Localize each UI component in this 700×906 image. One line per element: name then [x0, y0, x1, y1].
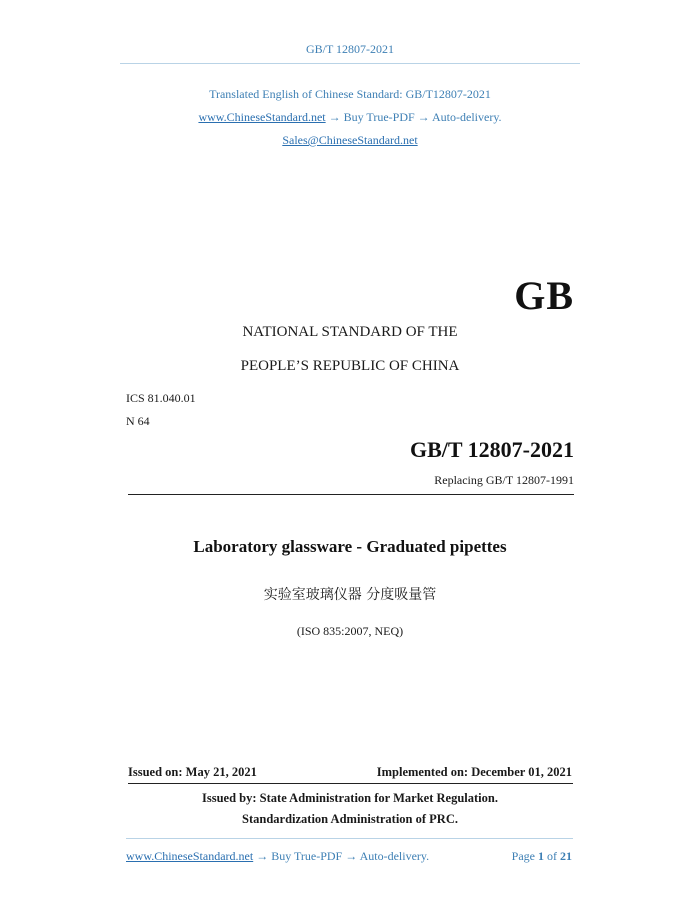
running-header: GB/T 12807-2021	[305, 42, 395, 56]
issued-on-date: Issued on: May 21, 2021	[128, 765, 257, 779]
purchase-line	[0, 110, 700, 125]
buy-true-pdf-text: Buy True-PDF	[343, 110, 415, 124]
arrow-icon: →	[345, 849, 358, 863]
footer-auto-text: Auto-delivery.	[359, 849, 430, 863]
national-standard-line-1: NATIONAL STANDARD OF THE	[242, 324, 458, 340]
iso-reference: (ISO 835:2007, NEQ)	[296, 624, 404, 638]
issue-divider	[128, 783, 573, 784]
email-line	[0, 133, 700, 148]
auto-delivery-text: Auto-delivery.	[432, 110, 502, 124]
page-indicator	[512, 849, 572, 864]
page-of: of	[547, 849, 557, 863]
title-english: Laboratory glassware - Graduated pipettes	[193, 537, 507, 556]
footer-divider	[126, 838, 573, 839]
arrow-icon: →	[328, 110, 341, 124]
national-standard-line-2: PEOPLE’S REPUBLIC OF CHINA	[240, 358, 460, 374]
footer-site-link[interactable]: www.ChineseStandard.net	[126, 849, 254, 863]
ccs-code: N 64	[126, 414, 150, 428]
page-total: 21	[560, 849, 572, 863]
title-chinese: 实验室玻璃仪器 分度吸量管	[263, 587, 437, 603]
header-divider	[120, 63, 580, 64]
arrow-icon: →	[417, 110, 430, 124]
page-current: 1	[538, 849, 544, 863]
footer-buy-text: Buy True-PDF	[271, 849, 343, 863]
issued-by-line-1: Issued by: State Administration for Market Regulation.	[202, 791, 498, 805]
sales-email-link[interactable]: Sales@ChineseStandard.net	[282, 133, 418, 147]
footer-purchase-line	[126, 849, 429, 864]
issued-by-line-2: Standardization Administration of PRC.	[242, 812, 458, 826]
ics-code: ICS 81.040.01	[126, 391, 196, 405]
site-link[interactable]: www.ChineseStandard.net	[198, 110, 326, 124]
gb-mark: GB	[514, 273, 574, 318]
title-divider	[128, 494, 574, 495]
translation-note: Translated English of Chinese Standard: GB/T12807-2021	[209, 87, 491, 101]
implemented-on-date: Implemented on: December 01, 2021	[376, 765, 572, 779]
replacing-note: Replacing GB/T 12807-1991	[434, 473, 574, 487]
arrow-icon: →	[256, 849, 269, 863]
standard-number: GB/T 12807-2021	[409, 437, 574, 462]
page-label: Page	[511, 849, 535, 863]
